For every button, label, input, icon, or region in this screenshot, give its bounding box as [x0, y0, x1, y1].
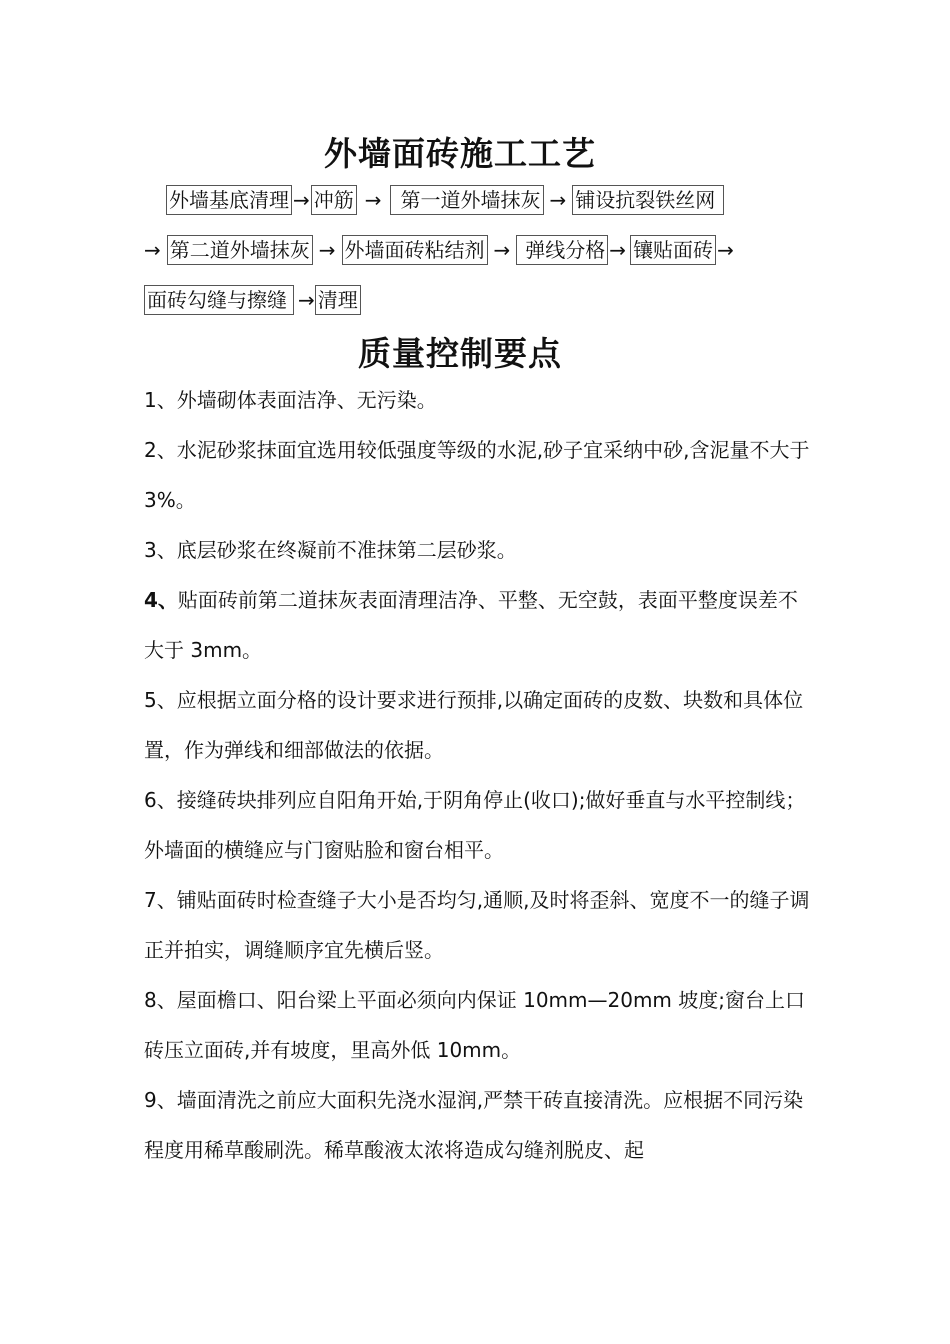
- quality-item-9: 9、墙面清洗之前应大面积先浇水湿润,严禁干砖直接清洗。应根据不同污染程度用稀草酸刷洗。稀草酸液太浓将造成勾缝剂脱皮、起: [144, 1088, 804, 1162]
- flow-step-grouting: 面砖勾缝与擦缝: [144, 285, 294, 315]
- flow-step-screeding: 冲筋: [311, 185, 357, 215]
- flow-arrow: →: [717, 238, 734, 262]
- flow-arrow: →: [298, 288, 315, 312]
- quality-item-6: 6、接缝砖块排列应自阳角开始,于阴角停止(收口);做好垂直与水平控制线；外墙面的横缝应与门窗贴脸和窗台相平。: [144, 788, 806, 862]
- quality-item-3: 3、底层砂浆在终凝前不准抹第二层砂浆。: [144, 538, 517, 562]
- quality-item-7: 7、铺贴面砖时检查缝子大小是否均匀,通顺,及时将歪斜、宽度不一的缝子调正并拍实，调缝顺序宜先横后竖。: [144, 888, 810, 962]
- quality-item-4: 4、贴面砖前第二道抹灰表面清理洁净、平整、无空鼓，表面平整度误差不大于 3mm。: [144, 588, 798, 662]
- flow-step-adhesive: 外墙面砖粘结剂: [342, 235, 488, 265]
- flow-arrow: →: [318, 238, 336, 262]
- process-flow-line-2: [144, 235, 844, 265]
- flow-arrow: →: [493, 238, 511, 262]
- flow-step-base-cleaning: 外墙基底清理: [166, 185, 292, 215]
- flow-arrow: →: [293, 188, 310, 212]
- quality-item-5: 5、应根据立面分格的设计要求进行预排,以确定面砖的皮数、块数和具体位置，作为弹线和细部做法的依据。: [144, 688, 804, 762]
- flow-step-wire-mesh: 铺设抗裂铁丝网: [572, 185, 724, 215]
- process-flow-line-1: [166, 185, 866, 215]
- flow-step-cleanup: 清理: [315, 285, 361, 315]
- flow-arrow: →: [144, 238, 161, 262]
- flow-arrow: →: [549, 188, 567, 212]
- flow-step-first-plaster: 第一道外墙抹灰: [390, 185, 544, 215]
- quality-item-1: 1、外墙砌体表面洁净、无污染。: [144, 388, 437, 412]
- flow-arrow: →: [609, 238, 627, 262]
- quality-item-8: 8、屋面檐口、阳台梁上平面必须向内保证 10mm—20mm 坡度;窗台上口砖压立面砖,并有坡度，里高外低 10mm。: [144, 988, 806, 1062]
- quality-item-2: 2、水泥砂浆抹面宜选用较低强度等级的水泥,砂子宜采纳中砂,含泥量不大于 3%。: [144, 438, 810, 512]
- page-title: 外墙面砖施工工艺: [324, 134, 596, 173]
- section-title-quality: 质量控制要点: [358, 334, 562, 373]
- process-flow-line-3: [144, 285, 844, 315]
- flow-step-tile-laying: 镶贴面砖: [630, 235, 716, 265]
- flow-step-second-plaster: 第二道外墙抹灰: [167, 235, 313, 265]
- flow-step-line-marking: 弹线分格: [516, 235, 608, 265]
- flow-arrow: →: [364, 188, 382, 212]
